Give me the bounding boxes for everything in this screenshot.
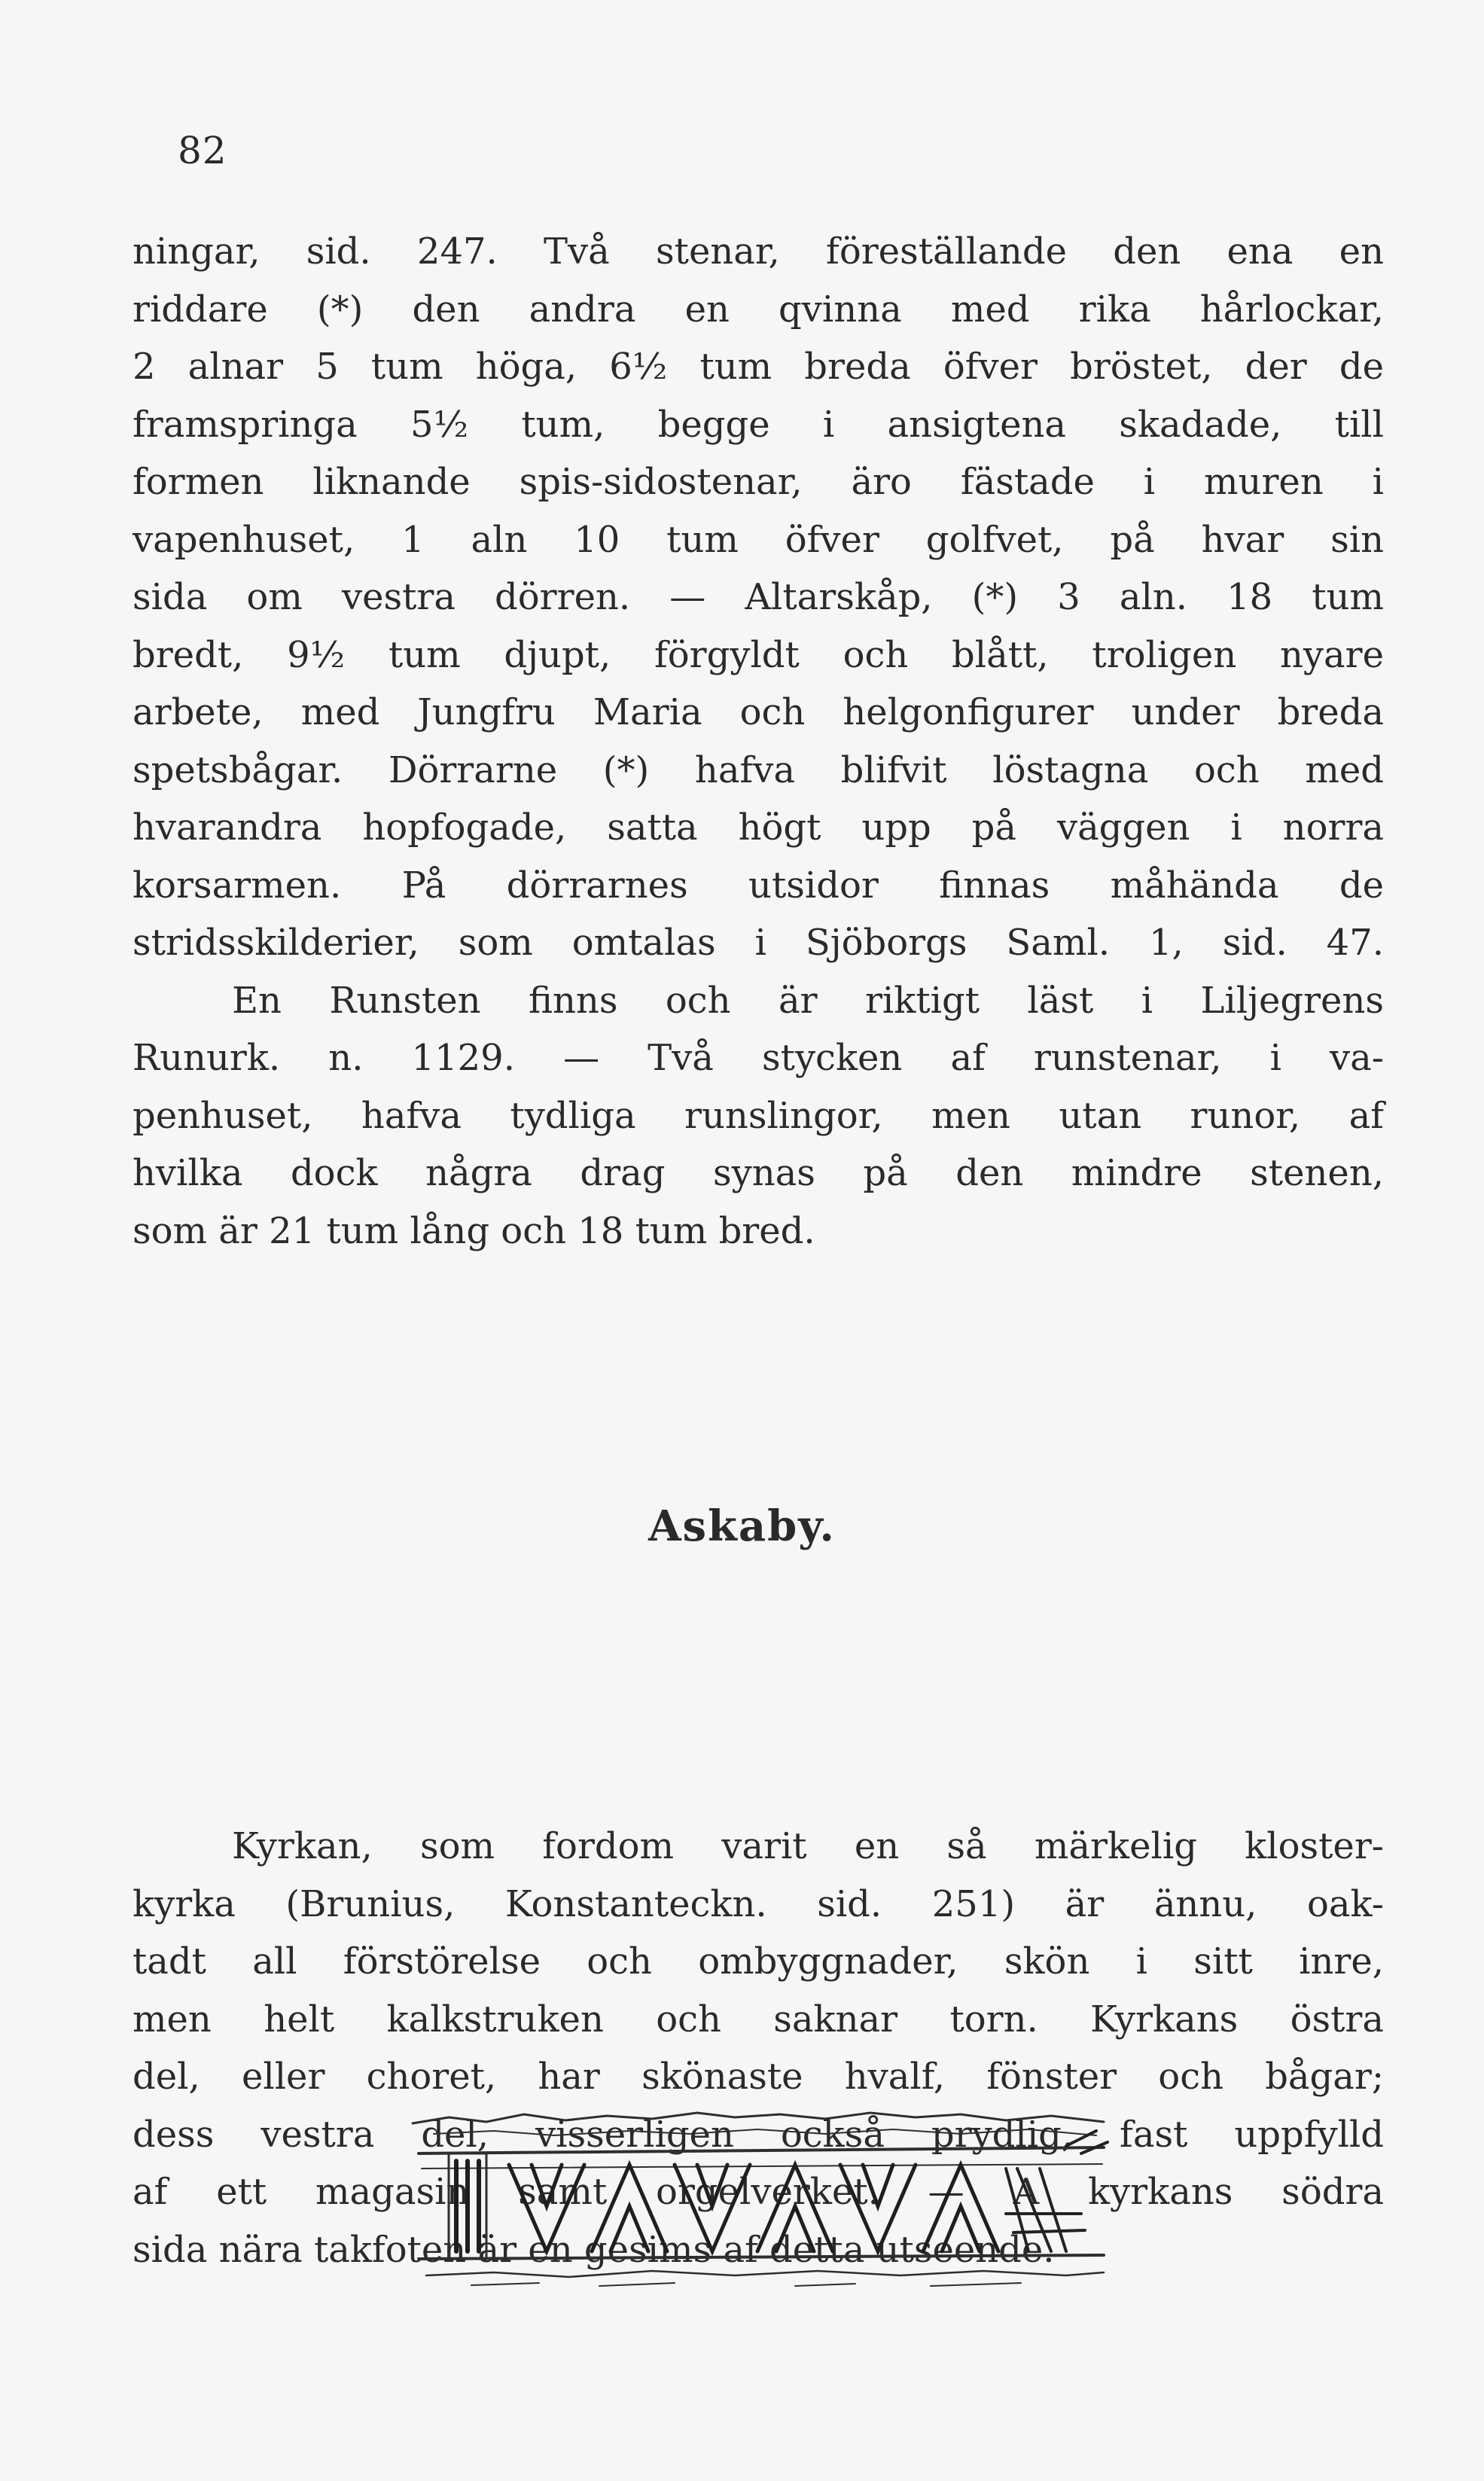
text-line: men helt kalkstruken och saknar torn. Kyrkans östra <box>133 1998 1384 2041</box>
text-line: som är 21 tum lång och 18 tum bred. <box>133 1209 815 1252</box>
text-line: bredt, 9½ tum djupt, förgyldt och blått, troligen nyare <box>133 633 1384 676</box>
text-line: riddare (*) den andra en qvinna med rika hårlockar, <box>133 288 1384 331</box>
cornice-illustration-icon <box>404 2101 1115 2297</box>
text-line: hvarandra hopfogade, satta högt upp på väggen i norra <box>133 806 1384 849</box>
text-line: stridsskilderier, som omtalas i Sjöborgs Saml. 1, sid. 47. <box>133 922 1384 964</box>
text-line: framspringa 5½ tum, begge i ansigtena skadade, till <box>133 403 1384 446</box>
text-line: sida nära takfoten är en gesims af detta utseende. <box>133 2228 1055 2271</box>
text-line: kyrka (Brunius, Konstanteckn. sid. 251) är ännu, oak- <box>133 1882 1384 1925</box>
section-heading: Askaby. <box>648 1501 836 1551</box>
text-line: hvilka dock några drag synas på den mindre stenen, <box>133 1152 1384 1194</box>
text-line: Runurk. n. 1129. — Två stycken af runstenar, i va- <box>133 1037 1384 1079</box>
text-line: formen liknande spis-sidostenar, äro fästade i muren i <box>133 461 1384 503</box>
text-line: sida om vestra dörren. — Altarskåp, (*) 3 aln. 18 tum <box>133 576 1384 618</box>
text-line: vapenhuset, 1 aln 10 tum öfver golfvet, på hvar sin <box>133 518 1384 561</box>
text-line: arbete, med Jungfru Maria och helgonfigurer under breda <box>133 691 1384 733</box>
text-line: spetsbågar. Dörrarne (*) hafva blifvit löstagna och med <box>133 748 1384 791</box>
page-number: 82 <box>178 129 227 172</box>
text-line: korsarmen. På dörrarnes utsidor finnas måhända de <box>133 864 1384 907</box>
text-line: Kyrkan, som fordom varit en så märkelig kloster- <box>232 1825 1384 1867</box>
text-line: En Runsten finns och är riktigt läst i Liljegrens <box>232 979 1384 1022</box>
main-text-section <box>133 223 1384 1260</box>
text-line: del, eller choret, har skönaste hvalf, fönster och bågar; <box>133 2056 1384 2098</box>
text-line: ningar, sid. 247. Två stenar, föreställande den ena en <box>133 230 1384 273</box>
text-line: 2 alnar 5 tum höga, 6½ tum breda öfver bröstet, der de <box>133 346 1384 388</box>
text-line: dess vestra del, visserligen också prydlig, fast uppfylld <box>133 2113 1384 2156</box>
text-line: tadt all förstörelse och ombyggnader, skön i sitt inre, <box>133 1940 1384 1983</box>
text-line: penhuset, hafva tydliga runslingor, men utan runor, af <box>133 1094 1384 1137</box>
text-line: af ett magasin samt orgelverket. — A kyrkans södra <box>133 2171 1384 2213</box>
